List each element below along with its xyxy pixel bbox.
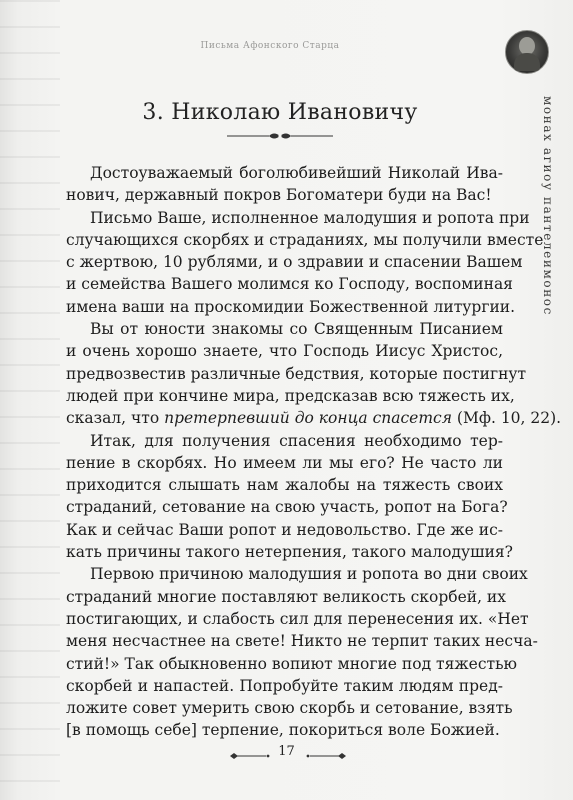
text-line: кать причины такого нетерпения, такого малодушия? <box>66 543 513 562</box>
text-line: скорбей и напастей. Попробуйте таким людям пред- <box>66 676 503 695</box>
text-line: приходится слышать нам жалобы на тяжесть своих <box>66 476 503 495</box>
text-line: страданий многие поставляют великость скорбей, их <box>66 587 507 606</box>
text-line: пение в скорбях. Но имеем ли мы его? Не часто ли <box>66 453 503 472</box>
text-line: Достоуважаемый боголюбивейший Николай Ива- <box>90 164 503 182</box>
paragraph-1 <box>66 162 503 207</box>
scripture-quote: претерпевший до конца спасется <box>164 409 452 428</box>
text-line: Как и сейчас Ваши ропот и недовольство. Где же ис- <box>66 520 503 539</box>
text-line: Первою причиною малодушия и ропота во дни своих <box>90 565 528 584</box>
text-line: случающихся скорбях и страданиях, мы получили вместе <box>66 230 544 249</box>
text-line: Письмо Ваше, исполненное малодушия и ропота при <box>90 208 530 227</box>
text-line-with-quote <box>66 407 562 429</box>
text-line: [в помощь себе] терпение, покориться воле Божией. <box>66 721 500 740</box>
side-running-title: монах агиоу пантелеимонос <box>541 96 555 316</box>
chapter-title: 3. Николаю Ивановичу <box>142 100 418 125</box>
text-line: Вы от юности знакомы со Священным Писанием <box>90 320 503 339</box>
paragraph-3 <box>66 318 562 429</box>
medallion-robe <box>514 53 540 71</box>
title-ornament-icon <box>225 130 335 142</box>
text-line: страданий, сетование на свою участь, ропот на Бога? <box>66 498 508 517</box>
quote-prefix: сказал, что <box>66 409 165 428</box>
paragraph-4 <box>66 430 513 564</box>
text-line: ложите совет умерить свою скорбь и сетование, взять <box>66 699 513 718</box>
page-number: 17 <box>278 744 295 759</box>
text-line: Итак, для получения спасения необходимо тер- <box>90 431 503 450</box>
text-line: и семейства Вашего молимся ко Господу, воспоминая <box>66 275 513 294</box>
facing-page-bleed <box>0 0 60 800</box>
text-line: и очень хорошо знаете, что Господь Иисус Христос, <box>66 342 503 361</box>
text-line: предвозвестив различные бедствия, которые постигнут <box>66 364 527 383</box>
paragraph-5 <box>66 563 538 741</box>
saint-medallion-icon <box>505 30 549 74</box>
text-line: меня несчастнее на свете! Никто не терпит таких несча- <box>66 632 538 651</box>
text-line: имена ваши на проскомидии Божественной литургии. <box>66 297 516 316</box>
scripture-reference: (Мф. 10, 22). <box>451 409 562 428</box>
running-header: Письма Афонского Старца <box>200 41 340 51</box>
text-line: людей при кончине мира, предсказав всю тяжесть их, <box>66 386 515 405</box>
text-line: нович, державный покров Богоматери буди на Вас! <box>66 186 492 205</box>
text-line: постигающих, и слабость сил для перенесения их. «Нет <box>66 609 529 628</box>
text-line: с жертвою, 10 рублями, и о здравии и спасении Вашем <box>66 253 523 272</box>
paragraph-2 <box>66 207 544 318</box>
text-line: стий!» Так обыкновенно вопиют многие под тяжестью <box>66 654 518 673</box>
